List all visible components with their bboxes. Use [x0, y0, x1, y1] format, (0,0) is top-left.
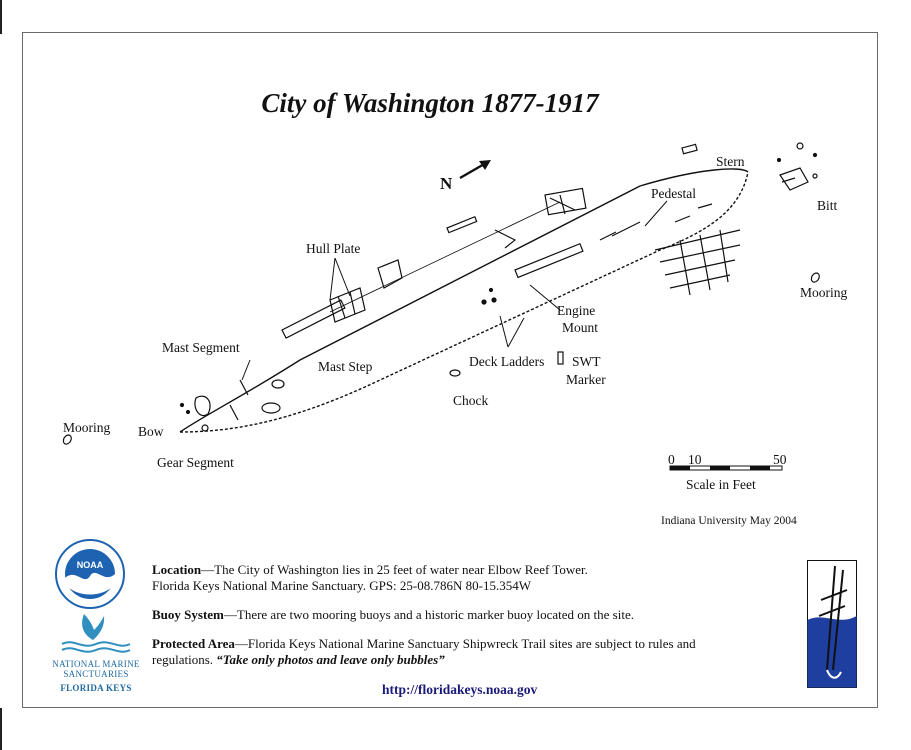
label-swt-marker-line2: Marker	[566, 372, 606, 387]
scale-tick-10: 10	[688, 452, 702, 467]
label-bitt: Bitt	[817, 198, 838, 213]
protected-quote: “Take only photos and leave only bubbles”	[216, 652, 445, 667]
sanctuary-name-line2: SANCTUARIES	[63, 669, 129, 679]
leader-lines	[242, 201, 667, 380]
buoy-paragraph	[152, 607, 802, 623]
label-bow: Bow	[138, 424, 164, 439]
sanctuary-logo	[60, 612, 132, 656]
protected-heading: Protected Area	[152, 636, 235, 651]
location-heading: Location	[152, 562, 202, 577]
north-label: N	[440, 174, 453, 193]
buoy-text: —There are two mooring buoys and a historic marker buoy located on the site.	[223, 607, 634, 622]
label-stern: Stern	[716, 154, 745, 169]
protected-text-2: regulations.	[152, 652, 217, 667]
buoy-heading: Buoy System	[152, 607, 224, 622]
scale-bar	[668, 452, 787, 492]
label-gear-segment: Gear Segment	[157, 455, 234, 470]
label-mast-segment: Mast Segment	[162, 340, 240, 355]
noaa-logo-text: NOAA	[76, 560, 104, 570]
protected-text: —Florida Keys National Marine Sanctuary Shipwreck Trail sites are subject to rules and	[234, 636, 696, 651]
label-engine-mount-line2: Mount	[562, 320, 599, 335]
mooring-symbol	[63, 273, 819, 444]
location-text-2: Florida Keys National Marine Sanctuary. GPS: 25-08.786N 80-15.354W	[152, 578, 531, 593]
label-chock: Chock	[453, 393, 489, 408]
noaa-logo	[54, 538, 126, 610]
label-deck-ladders: Deck Ladders	[469, 354, 545, 369]
shipwreck-trail-marker	[807, 560, 857, 688]
scale-tick-50: 50	[773, 452, 787, 467]
label-mooring-left: Mooring	[63, 420, 111, 435]
location-paragraph	[152, 562, 802, 594]
scale-label: Scale in Feet	[686, 477, 756, 492]
protected-paragraph	[152, 636, 802, 668]
label-swt-marker-line1: SWT	[572, 354, 601, 369]
wreck-debris	[181, 143, 818, 431]
north-arrow	[440, 160, 491, 193]
label-mast-step: Mast Step	[318, 359, 373, 374]
location-text: —The City of Washington lies in 25 feet of water near Elbow Reef Tower.	[201, 562, 588, 577]
label-mooring-right: Mooring	[800, 285, 848, 300]
label-hull-plate: Hull Plate	[306, 241, 361, 256]
label-pedestal: Pedestal	[651, 186, 696, 201]
website-link[interactable]: http://floridakeys.noaa.gov	[382, 682, 538, 697]
label-engine-mount-line1: Engine	[557, 303, 596, 318]
survey-credit: Indiana University May 2004	[661, 515, 797, 527]
sanctuary-name-line3: FLORIDA KEYS	[60, 683, 132, 693]
map-title: City of Washington 1877-1917	[261, 88, 599, 118]
scale-tick-0: 0	[668, 452, 675, 467]
sanctuary-name-line1: NATIONAL MARINE	[52, 659, 140, 669]
